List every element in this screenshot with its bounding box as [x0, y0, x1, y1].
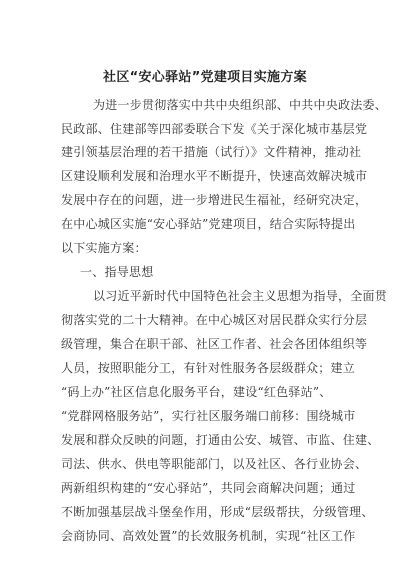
- paragraph-line: 以习近平新时代中国特色社会主义思想为指导，全面贯: [93, 289, 388, 303]
- paragraph-line: “党群网格服务站”，实行社区服务端口前移：围绕城市: [61, 409, 356, 423]
- paragraph-line: 级管理，集合在职干部、社区工作者、社会各团体组织等: [61, 337, 368, 351]
- paragraph-line: 司法、供水、供电等职能部门，以及社区、各行业协会、: [61, 457, 368, 471]
- paragraph-line: 两新组织构建的“安心驿站”，共同会商解决问题；通过: [61, 481, 356, 495]
- paragraph-line: 彻落实党的二十大精神。在中心城区对居民群众实行分层: [61, 313, 368, 327]
- paragraph-line: 不断加强基层战斗堡垒作用，形成“层级帮扶，分级管理、: [61, 505, 374, 519]
- paragraph-line: 民政部、住建部等四部委联合下发《关于深化城市基层党: [61, 122, 368, 136]
- paragraph-line: 以下实施方案：: [61, 241, 147, 255]
- paragraph-line: “码上办”社区信息化服务平台，建设“红色驿站”、: [61, 385, 332, 399]
- document-title: 社区“安心驿站”党建项目实施方案: [103, 70, 307, 85]
- paragraph-line: 为进一步贯彻落实中共中央组织部、中共中央政法委、: [93, 98, 388, 112]
- paragraph-line: 建引领基层治理的若干措施（试行）》文件精神，推动社: [61, 145, 362, 159]
- paragraph-line: 会商协同、高效处置”的长效服务机制，实现“社区工作: [61, 529, 356, 543]
- paragraph-line: 发展和群众反映的问题，打通由公安、城管、市监、住建、: [61, 433, 380, 447]
- paragraph-line: 在中心城区实施“安心驿站”党建项目，结合实际特提出: [61, 217, 356, 231]
- paragraph-line: 人员，按照职能分工，有针对性服务各层级群众；建立: [61, 361, 356, 375]
- paragraph-line: 区建设顺利发展和治理水平不断提升，快速高效解决城市: [61, 169, 368, 183]
- paragraph-line: 发展中存在的问题，进一步增进民生福祉，经研究决定，: [61, 193, 368, 207]
- section-heading: 一、指导思想: [80, 265, 154, 279]
